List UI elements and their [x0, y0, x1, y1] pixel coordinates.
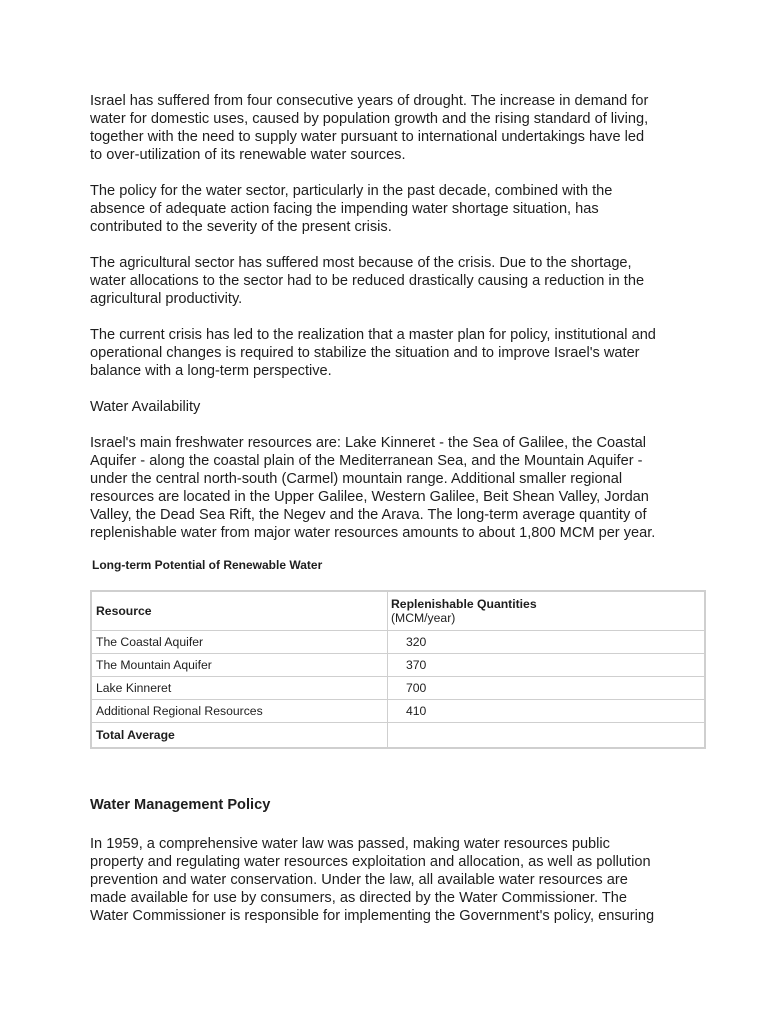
- header-quantity: [388, 591, 706, 631]
- text-line: contributed to the severity of the present crisis.: [90, 219, 392, 235]
- table-row: [91, 631, 705, 654]
- section-heading: Water Management Policy: [90, 797, 271, 813]
- total-label: Total Average: [91, 723, 388, 749]
- text-line: absence of adequate action facing the impending water shortage situation, has: [90, 201, 599, 217]
- paragraph: [90, 254, 644, 308]
- paragraph: [90, 434, 655, 542]
- quantity-cell: 370: [388, 654, 706, 677]
- total-value: [388, 723, 706, 749]
- text-line: together with the need to supply water pursuant to international undertakings have led: [90, 129, 645, 145]
- text-line: In 1959, a comprehensive water law was passed, making water resources public: [90, 836, 610, 852]
- quantity-cell: 700: [388, 677, 706, 700]
- subheading: [90, 398, 200, 416]
- text-line: The current crisis has led to the realization that a master plan for policy, institutional and: [90, 327, 656, 343]
- resource-cell: The Coastal Aquifer: [91, 631, 388, 654]
- text-line: operational changes is required to stabilize the situation and to improve Israel's water: [90, 345, 640, 361]
- quantity-cell: 410: [388, 700, 706, 723]
- text-line: Israel's main freshwater resources are: Lake Kinneret - the Sea of Galilee, the Coastal: [90, 435, 647, 451]
- text-line: Israel has suffered from four consecutive years of drought. The increase in demand for: [90, 93, 649, 109]
- text-line: water for domestic uses, caused by population growth and the rising standard of living,: [90, 111, 649, 127]
- resource-cell: The Mountain Aquifer: [91, 654, 388, 677]
- text-line: water allocations to the sector had to be reduced drastically causing a reduction in the: [90, 273, 645, 289]
- text-line: Valley, the Dead Sea Rift, the Negev and the Arava. The long-term average quantity of: [90, 507, 647, 523]
- text-line: replenishable water from major water resources amounts to about 1,800 MCM per year.: [90, 525, 656, 541]
- text-line: to over-utilization of its renewable water sources.: [90, 147, 406, 163]
- text-line: The agricultural sector has suffered most because of the crisis. Due to the shortage,: [90, 255, 632, 271]
- quantity-cell: 320: [388, 631, 706, 654]
- text-line: agricultural productivity.: [90, 291, 243, 307]
- table-total-row: [91, 723, 705, 749]
- text-line: under the central north-south (Carmel) mountain range. Additional smaller regional: [90, 471, 623, 487]
- header-unit: (MCM/year): [391, 611, 456, 625]
- text-line: Aquifer - along the coastal plain of the Mediterranean Sea, and the Mountain Aquifer -: [90, 453, 643, 469]
- header-quantity-label: Replenishable Quantities: [391, 597, 537, 611]
- paragraph-water-law: [90, 835, 654, 925]
- text-line: resources are located in the Upper Galilee, Western Galilee, Beit Shean Valley, Jordan: [90, 489, 649, 505]
- table-header-row: [91, 591, 705, 631]
- text-line: Water Availability: [90, 399, 201, 415]
- text-line: The policy for the water sector, particularly in the past decade, combined with the: [90, 183, 613, 199]
- text-line: prevention and water conservation. Under the law, all available water resources are: [90, 872, 628, 888]
- table-row: [91, 677, 705, 700]
- resource-cell: Lake Kinneret: [91, 677, 388, 700]
- text-line: Water Commissioner is responsible for implementing the Government's policy, ensuring: [90, 908, 655, 924]
- paragraph: [90, 326, 656, 380]
- text-line: property and regulating water resources exploitation and allocation, as well as pollution: [90, 854, 651, 870]
- text-line: balance with a long-term perspective.: [90, 363, 332, 379]
- table-row: [91, 700, 705, 723]
- paragraph: [90, 92, 648, 164]
- table-title: Long-term Potential of Renewable Water: [92, 558, 323, 572]
- resource-cell: Additional Regional Resources: [91, 700, 388, 723]
- header-resource: Resource: [91, 591, 388, 631]
- table-row: [91, 654, 705, 677]
- text-line: made available for use by consumers, as directed by the Water Commissioner. The: [90, 890, 627, 906]
- renewable-water-table: [90, 590, 706, 749]
- paragraph: [90, 182, 612, 236]
